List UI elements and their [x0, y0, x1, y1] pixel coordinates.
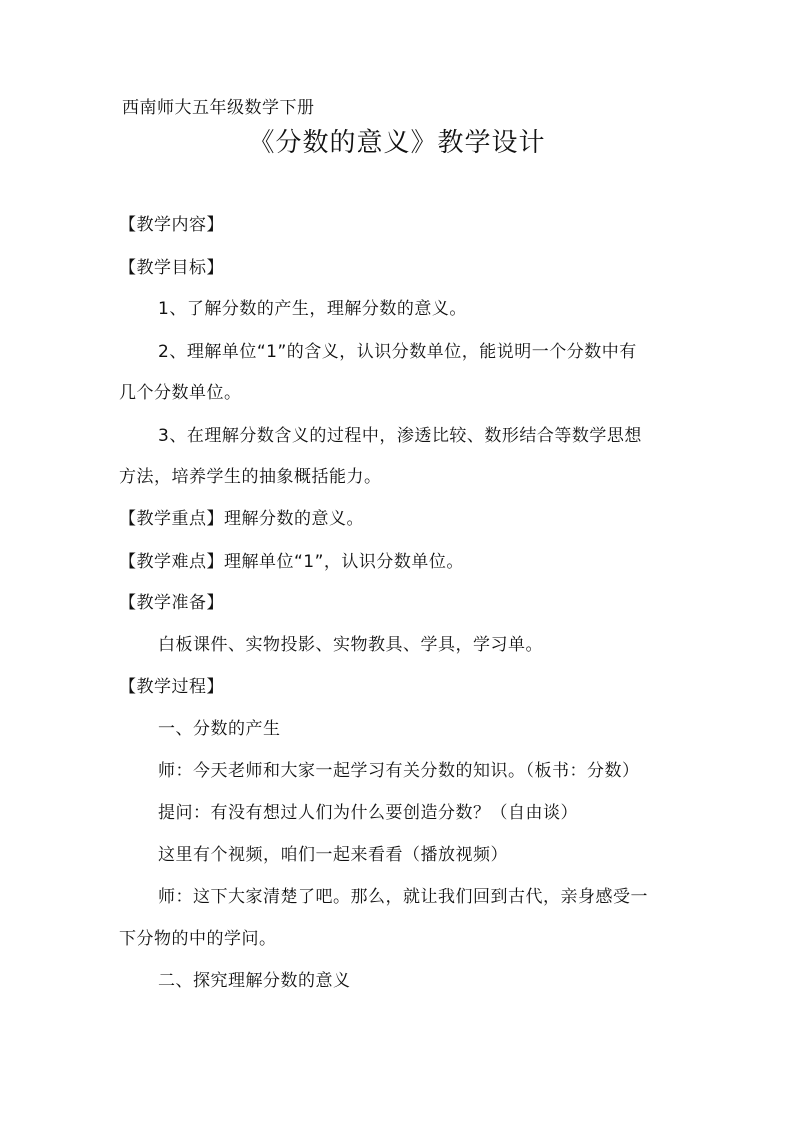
process-step-1-heading: 一、分数的产生	[158, 719, 281, 739]
section-heading-content: 【教学内容】	[119, 215, 224, 235]
question-line: 提问：有没有想过人们为什么要创造分数？（自由谈）	[158, 803, 578, 823]
objective-1: 1、了解分数的产生，理解分数的意义。	[158, 299, 467, 319]
objective-2-continued: 几个分数单位。	[119, 383, 242, 403]
section-heading-process: 【教学过程】	[119, 677, 224, 697]
objective-3-continued: 方法，培养学生的抽象概括能力。	[119, 467, 382, 487]
section-heading-objectives: 【教学目标】	[119, 258, 224, 278]
doc-title: 《分数的意义》教学设计	[248, 128, 546, 158]
teacher-line-2-continued: 下分物的中的学问。	[119, 929, 277, 949]
teacher-line-1: 师：今天老师和大家一起学习有关分数的知识。（板书：分数）	[158, 761, 640, 781]
preparation-items: 白板课件、实物投影、实物教具、学具，学习单。	[158, 635, 543, 655]
section-heading-difficult-point: 【教学难点】理解单位“1”，认识分数单位。	[119, 552, 464, 572]
section-heading-key-point: 【教学重点】理解分数的意义。	[119, 509, 364, 529]
video-line: 这里有个视频，咱们一起来看看（播放视频）	[158, 845, 508, 865]
process-step-2-heading: 二、探究理解分数的意义	[158, 971, 351, 991]
doc-subtitle: 西南师大五年级数学下册	[122, 98, 315, 118]
objective-2: 2、理解单位“1”的含义，认识分数单位，能说明一个分数中有	[158, 342, 637, 362]
section-heading-preparation: 【教学准备】	[119, 593, 224, 613]
teacher-line-2: 师：这下大家清楚了吧。那么，就让我们回到古代，亲身感受一	[158, 887, 648, 907]
objective-3: 3、在理解分数含义的过程中，渗透比较、数形结合等数学思想	[158, 426, 642, 446]
